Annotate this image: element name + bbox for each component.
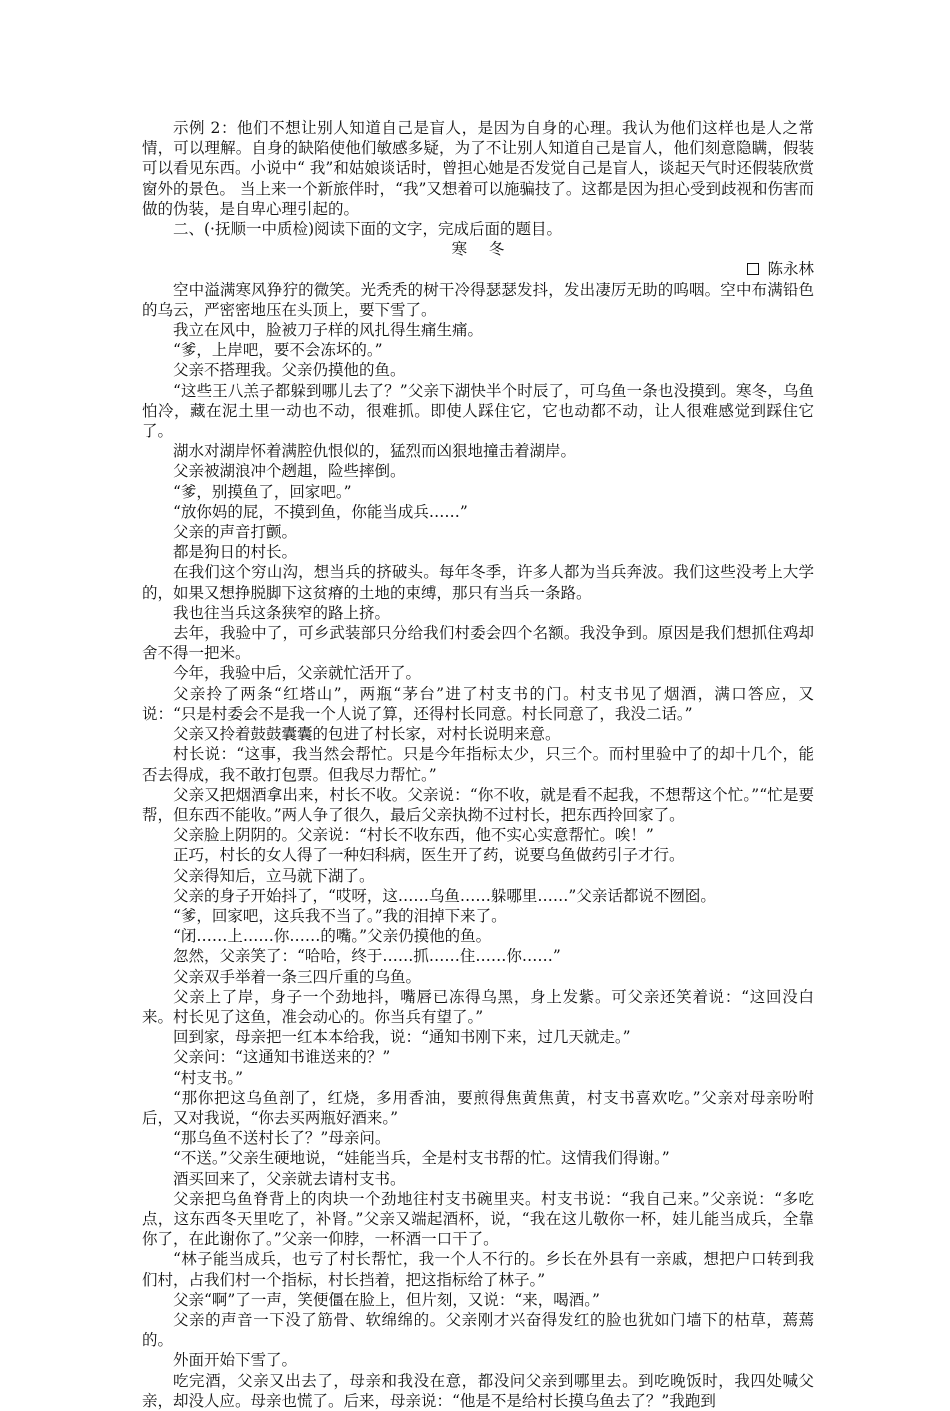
story-paragraph: 忽然，父亲笑了：“哈哈，终于……抓……住……你……” [173,947,561,966]
story-body [142,280,814,1411]
story-paragraph: “不送。”父亲生硬地说，“娃能当兵，全是村支书帮的忙。这情我们得谢。” [173,1149,670,1168]
story-author: 陈永林 [767,260,814,279]
story-paragraph: “放你妈的屁，不摸到鱼，你能当成兵……” [173,502,468,521]
story-paragraph: 父亲上了岸，身子一个劲地抖，嘴唇已冻得乌黑，身上发紫。可父亲还笑着说：“这回没白来。村长见了这鱼，准会动心的。你当兵有望了。” [142,987,814,1026]
story-paragraph: “爹，别摸鱼了，回家吧。” [173,482,352,501]
story-paragraph: 在我们这个穷山沟，想当兵的挤破头。每年冬季，许多人都为当兵奔波。我们这些没考上大学的，如果又想挣脱脚下这贫瘠的土地的束缚，那只有当兵一条路。 [142,563,814,602]
story-paragraph: 父亲双手举着一条三四斤重的乌鱼。 [173,967,422,986]
story-paragraph: “林子能当成兵，也亏了村长帮忙，我一个人不行的。乡长在外县有一亲戚，想把户口转到我们村，占我们村一个指标，村长挡着，把这指标给了林子。” [142,1250,814,1289]
story-author-line [142,259,814,279]
story-title: 寒冬 [451,240,527,259]
story-paragraph: 空中溢满寒风狰狞的微笑。光秃秃的树干冷得瑟瑟发抖，发出凄厉无助的呜咽。空中布满铅色的乌云，严密密地压在头顶上，要下雪了。 [142,280,814,319]
story-paragraph: 今年，我验中后，父亲就忙活开了。 [173,664,422,683]
story-paragraph: 酒买回来了，父亲就去请村支书。 [173,1169,406,1188]
story-paragraph: “村支书。” [173,1068,244,1087]
story-paragraph: 村长说：“这事，我当然会帮忙。只是今年指标太少，只三个。而村里验中了的却十几个，能否去得成，我不敢打包票。但我尽力帮忙。” [142,745,814,784]
story-paragraph: 吃完酒，父亲又出去了，母亲和我没在意，都没问父亲到哪里去。到吃晚饭时，我四处喊父亲，却没人应。母亲也慌了。后来，母亲说：“他是不是给村长摸乌鱼去了？”我跑到 [142,1371,814,1410]
story-paragraph: 湖水对湖岸怀着满腔仇恨似的，猛烈而凶狠地撞击着湖岸。 [173,442,577,461]
story-paragraph: 都是狗日的村长。 [173,543,298,562]
story-paragraph: 父亲不搭理我。父亲仍摸他的鱼。 [173,361,406,380]
story-paragraph: 父亲的声音一下没了筋骨、软绵绵的。父亲刚才兴奋得发红的脸也犹如门墙下的枯草，蔫蔫的。 [142,1310,814,1350]
story-paragraph: 我立在风中，脸被刀子样的风扎得生痛生痛。 [173,321,484,340]
story-paragraph: 父亲的声音打颤。 [173,523,298,542]
story-paragraph: 回到家，母亲把一红本本给我，说：“通知书刚下来，过几天就走。” [173,1028,631,1047]
story-paragraph: 父亲拎了两条“红塔山”，两瓶“茅台”进了村支书的门。村支书见了烟酒，满口答应，又说：“只是村委会不是我一个人说了算，还得村长同意。村长同意了，我没二话。” [142,684,814,723]
story-paragraph: “闭……上……你……的嘴。”父亲仍摸他的鱼。 [173,927,492,946]
story-paragraph: 我也往当兵这条狭窄的路上挤。 [173,603,391,622]
story-paragraph: 父亲被湖浪冲个趔趄，险些摔倒。 [173,462,406,481]
story-paragraph: “那你把这乌鱼剖了，红烧，多用香油，要煎得焦黄焦黄，村支书喜欢吃。”父亲对母亲吩咐后，又对我说，“你去买两瓶好酒来。” [142,1088,814,1127]
checkbox-square-icon [747,263,759,275]
section-2-heading: 二、(·抚顺一中质检)阅读下面的文字，完成后面的题目。 [173,220,563,239]
story-paragraph: 父亲“啊”了一声，笑便僵在脸上，但片刻，又说：“来，喝酒。” [173,1290,600,1309]
document-page [142,118,814,1411]
story-paragraph: 父亲把乌鱼脊背上的肉块一个劲地往村支书碗里夹。村支书说：“我自己来。”父亲说：“多吃点，这东西冬天里吃了，补肾。”父亲又端起酒杯，说，“我在这儿敬你一杯，娃儿能当成兵，全靠你了，在此谢你了。”父亲一仰脖，一杯酒一口干了。 [142,1189,814,1249]
story-paragraph: 父亲脸上阴阴的。父亲说：“村长不收东西，他不实心实意帮忙。唉！” [173,826,654,845]
example-2-paragraph: 示例 2：他们不想让别人知道自己是盲人，是因为自身的心理。我认为他们这样也是人之常情，可以理解。自身的缺陷使他们敏感多疑，为了不让别人知道自己是盲人，他们刻意隐瞒，假装可以看见东西。小说中“ 我”和姑娘谈话时，曾担心她是否发觉自己是盲人，谈起天气时还假装欣赏窗外的景色。 当上来一个新旅伴时，“我”又想着可以施骗技了。这都是因为担心受到歧视和伤害而做的伪装，是自卑心理引起的。 [142,119,814,218]
story-paragraph: “爹，上岸吧，要不会冻坏的。” [173,341,383,360]
story-paragraph: 父亲得知后，立马就下湖了。 [173,866,375,885]
story-paragraph: 父亲又把烟酒拿出来，村长不收。父亲说：“你不收，就是看不起我，不想帮这个忙。”“忙是要帮，但东西不能收。”两人争了很久，最后父亲执拗不过村长，把东西拎回家了。 [142,785,814,824]
story-paragraph: 父亲的身子开始抖了，“哎呀，这……乌鱼……躲哪里……”父亲话都说不囫囵。 [173,886,716,905]
story-paragraph: 正巧，村长的女人得了一种妇科病，医生开了药，说要乌鱼做药引子才行。 [173,846,685,865]
story-paragraph: 去年，我验中了，可乡武装部只分给我们村委会四个名额。我没争到。原因是我们想抓住鸡却舍不得一把米。 [142,624,814,663]
story-paragraph: 父亲又拎着鼓鼓囊囊的包进了村长家，对村长说明来意。 [173,725,561,744]
story-paragraph: “爹，回家吧，这兵我不当了。”我的泪掉下来了。 [173,906,507,925]
story-paragraph: 外面开始下雪了。 [173,1351,298,1370]
story-paragraph: 父亲问：“这通知书谁送来的？” [173,1048,391,1067]
story-paragraph: “那乌鱼不送村长了？”母亲问。 [173,1129,391,1148]
story-paragraph: “这些王八羔子都躲到哪儿去了？”父亲下湖快半个时辰了，可乌鱼一条也没摸到。寒冬，乌鱼怕冷，藏在泥土里一动也不动，很难抓。即使人踩住它，它也动都不动，让人很难感觉到踩住它了。 [142,381,814,441]
